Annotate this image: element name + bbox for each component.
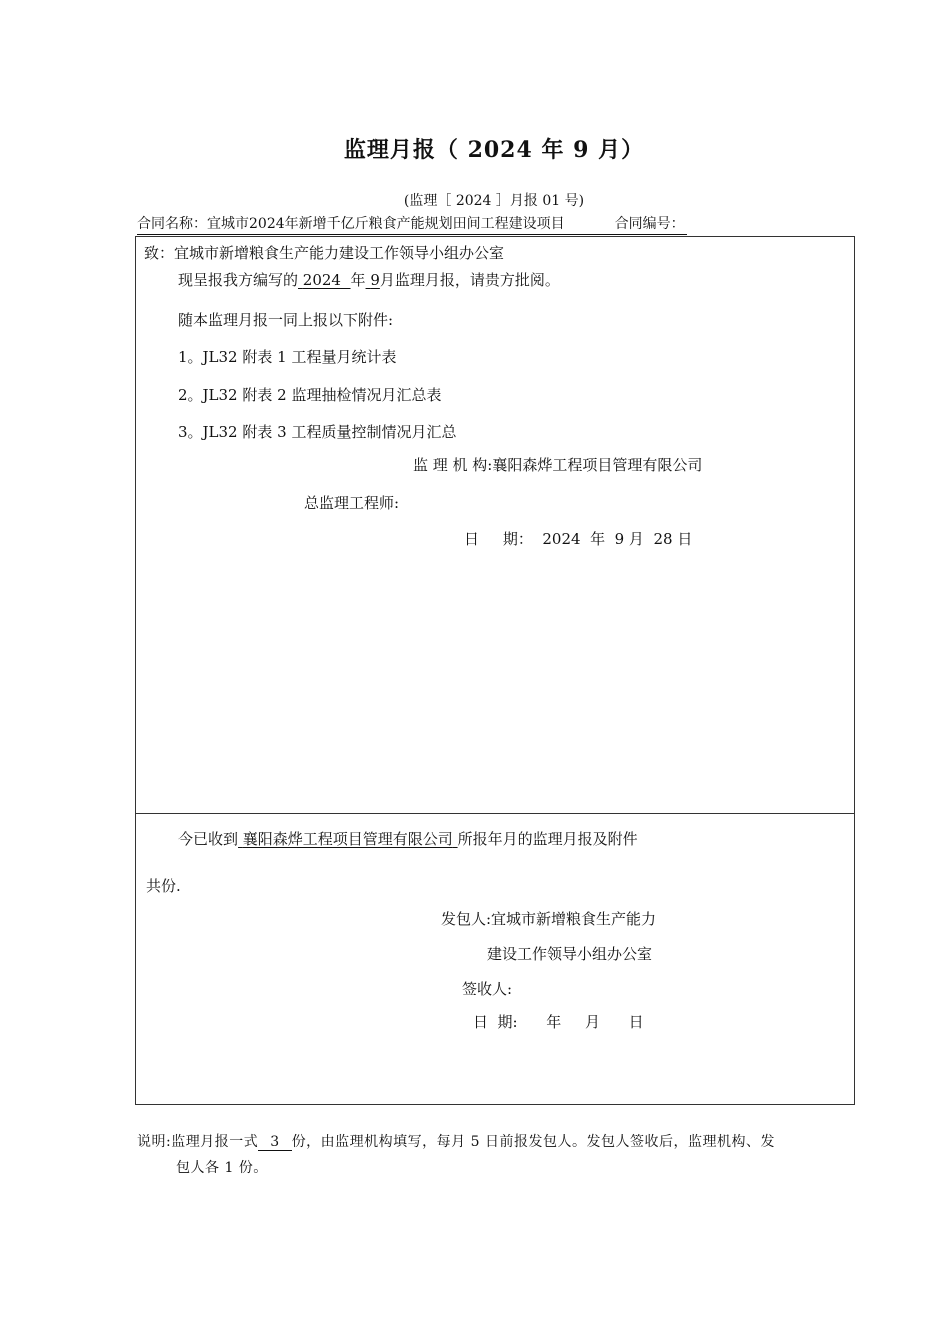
copies-line: 共份. (146, 877, 181, 895)
report-year: 2024 (302, 271, 341, 289)
attachments-intro: 随本监理月报一同上报以下附件: (178, 311, 394, 329)
receipt-date: 日 期: 年 月 日 (473, 1013, 644, 1031)
report-section (135, 236, 855, 814)
recipient-line: 致：宜城市新增粮食生产能力建设工作领导小组办公室 (144, 244, 505, 262)
chief-engineer-label: 总监理工程师: (304, 494, 400, 512)
attachment-item: 3。JL32 附表 3 工程质量控制情况月汇总 (178, 423, 457, 441)
report-prefix: 现呈报我方编写的 (178, 271, 299, 289)
report-month: 9 (370, 271, 380, 289)
report-suffix: 月监理月报，请贵方批阅。 (379, 271, 560, 289)
received-statement (178, 828, 638, 849)
supervisor-org: 监 理 机 构:襄阳森烨工程项目管理有限公司 (413, 456, 703, 474)
received-company: 襄阳森烨工程项目管理有限公司 (242, 830, 453, 848)
attachment-item: 1。JL32 附表 1 工程量月统计表 (178, 348, 397, 366)
footnote-copies: 3 (258, 1134, 291, 1151)
document-number: (监理［ 2024 ］月报 01 号) (403, 193, 585, 209)
employer-line-1: 发包人:宜城市新增粮食生产能力 (441, 910, 657, 928)
contract-name-label: 合同名称： (137, 216, 207, 232)
footnote-line-2: 包人各 1 份。 (176, 1160, 268, 1176)
contract-number-label: 合同编号： (614, 216, 685, 232)
receipt-section (135, 812, 855, 1105)
report-year-unit: 年 (350, 271, 366, 289)
attachment-item: 2。JL32 附表 2 监理抽检情况月汇总表 (178, 386, 442, 404)
signer-label: 签收人: (462, 980, 513, 998)
contract-line (137, 215, 687, 235)
received-suffix: 所报年月的监理月报及附件 (457, 830, 638, 848)
employer-line-2: 建设工作领导小组办公室 (487, 945, 653, 963)
footnote-prefix: 说明:监理月报一式 (137, 1134, 259, 1150)
footnote-suffix: 份，由监理机构填写，每月 5 日前报发包人。发包人签收后，监理机构、发 (291, 1134, 775, 1150)
received-prefix: 今已收到 (178, 830, 239, 848)
page-title: 监理月报（ 2024 年 9 月） (343, 137, 645, 163)
report-date: 日 期： 2024 年 9 月 28 日 (464, 530, 693, 548)
footnote (137, 1131, 775, 1151)
report-statement (178, 269, 560, 290)
contract-name-value: 宜城市2024年新增千亿斤粮食产能规划田间工程建设项目 (207, 216, 565, 232)
